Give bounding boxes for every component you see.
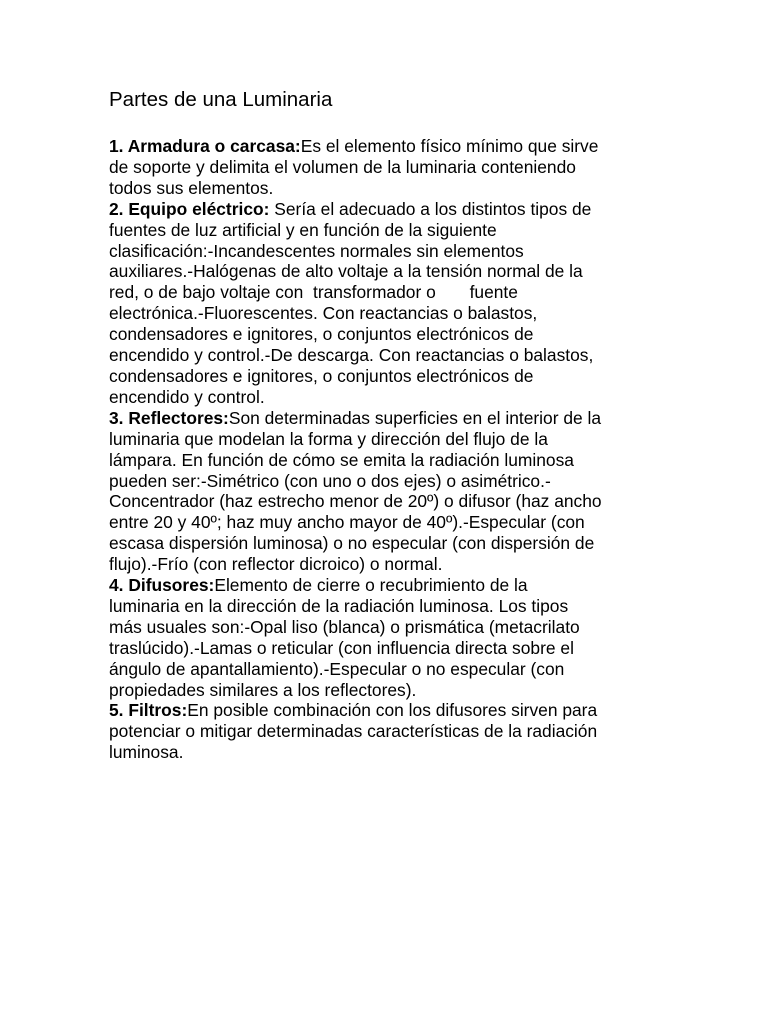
section-2-line-10: encendido y control. [109, 386, 265, 407]
section-4-line-2: luminaria en la dirección de la radiación luminosa. Los tipos [109, 595, 569, 616]
section-1-term: 1. Armadura o carcasa: [109, 136, 301, 156]
section-1-line-2: de soporte y delimita el volumen de la luminaria conteniendo [109, 156, 576, 177]
section-2-line-5: red, o de bajo voltaje con transformador o fuente [109, 282, 518, 303]
section-3-line-6: entre 20 y 40º; haz muy ancho mayor de 40º).-Especular (con [109, 512, 585, 533]
section-2-line-1 [109, 199, 669, 220]
document-title: Partes de una Luminaria [109, 88, 333, 111]
section-3-line-8: flujo).-Frío (con reflector dicroico) o normal. [109, 554, 443, 575]
section-4-line-1 [109, 575, 669, 596]
section-3-line-1 [109, 408, 669, 429]
section-5-text: En posible combinación con los difusores sirven para [187, 700, 598, 721]
section-2-line-9: condensadores e ignitores, o conjuntos electrónicos de [109, 365, 534, 386]
section-1-text: Es el elemento físico mínimo que sirve [300, 136, 599, 156]
section-4-text: Elemento de cierre o recubrimiento de la [214, 575, 528, 596]
section-4-line-4: traslúcido).-Lamas o reticular (con influencia directa sobre el [109, 637, 574, 658]
section-3-line-5: Concentrador (haz estrecho menor de 20º) o difusor (haz ancho [109, 491, 602, 512]
section-1-line-3: todos sus elementos. [109, 177, 274, 198]
section-5-term: 5. Filtros: [109, 700, 188, 721]
section-2-text: Sería el adecuado a los distintos tipos de [269, 198, 592, 219]
section-3-line-3: lámpara. En función de cómo se emita la radiación luminosa [109, 449, 574, 470]
section-3-line-2: luminaria que modelan la forma y dirección del flujo de la [109, 428, 548, 449]
section-2-line-7: condensadores e ignitores, o conjuntos electrónicos de [109, 324, 534, 345]
document-page [109, 86, 669, 763]
section-4-line-5: ángulo de apantallamiento).-Especular o no especular (con [109, 658, 565, 679]
section-2-line-4: auxiliares.-Halógenas de alto voltaje a la tensión normal de la [109, 261, 583, 282]
section-4-term: 4. Difusores: [109, 575, 215, 596]
section-3-text: Son determinadas superficies en el interior de la [228, 407, 602, 428]
section-2-line-6: electrónica.-Fluorescentes. Con reactancias o balastos, [109, 303, 538, 324]
section-3-term: 3. Reflectores: [109, 407, 229, 428]
section-5-line-2: potenciar o mitigar determinadas características de la radiación [109, 721, 598, 742]
section-5-line-1 [109, 700, 669, 721]
section-2-line-8: encendido y control.-De descarga. Con reactancias o balastos, [109, 345, 594, 366]
section-2-line-2: fuentes de luz artificial y en función de la siguiente [109, 219, 497, 240]
section-4-line-6: propiedades similares a los reflectores). [109, 679, 417, 700]
section-4-line-3: más usuales son:-Opal liso (blanca) o prismática (metacrilato [109, 616, 580, 637]
section-5-line-3: luminosa. [109, 742, 184, 763]
section-2-term: 2. Equipo eléctrico: [109, 198, 270, 219]
section-2-line-3: clasificación:-Incandescentes normales sin elementos [109, 240, 524, 261]
section-1-line-1 [109, 136, 669, 157]
document-body [109, 136, 669, 763]
section-3-line-4: pueden ser:-Simétrico (con uno o dos ejes) o asimétrico.- [109, 470, 551, 491]
section-3-line-7: escasa dispersión luminosa) o no especular (con dispersión de [109, 533, 595, 554]
